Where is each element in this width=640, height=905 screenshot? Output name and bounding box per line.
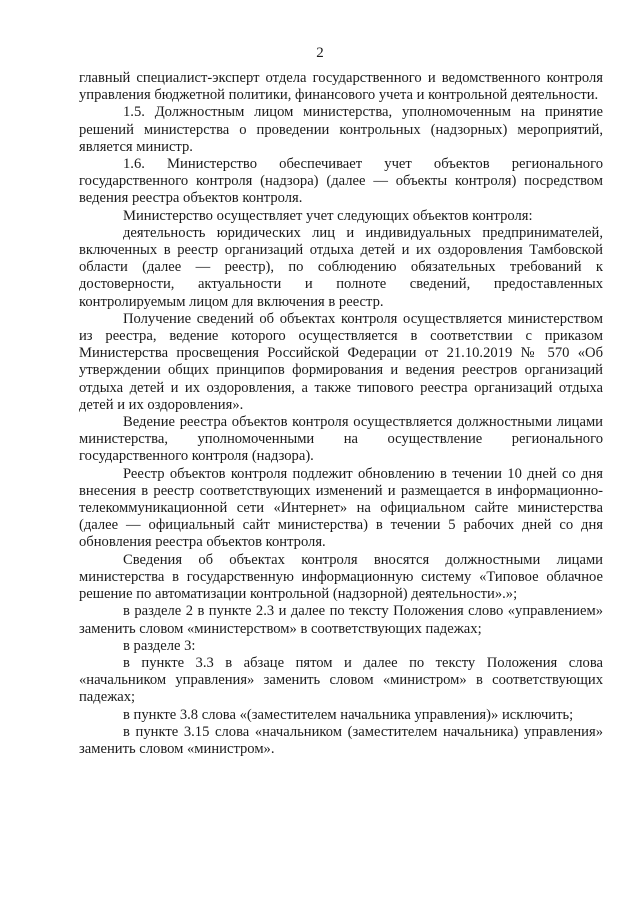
paragraph-1-5: 1.5. Должностным лицом министерства, уполномоченным на принятие решений министерства о проведении контрольных (надзорных) мероприятий, является министр. <box>79 104 603 155</box>
paragraph-1-6: 1.6. Министерство обеспечивает учет объектов регионального государственного контроля (надзора) (далее — объекты контроля) посредством ведения реестра объектов контроля. <box>79 156 603 207</box>
paragraph-item-3-8: в пункте 3.8 слова «(заместителем начальника управления)» исключить; <box>123 706 574 723</box>
page-number: 2 <box>316 45 324 61</box>
paragraph-receiving-info: Получение сведений об объектах контроля осуществляется министерством из реестра, ведение которого осуществляется в соответствии с приказом Министерства просвещения Российской Федерации от 21.10.2019 № 570 «Об утверждении общих принципов формирования и ведения реестров организаций отдыха детей и их оздоровления, а также типового реестра организаций отдыха детей и их оздоровления». <box>79 310 603 413</box>
document-body <box>79 70 603 758</box>
paragraph-registry-update: Реестр объектов контроля подлежит обновлению в течении 10 дней со дня внесения в реестр соответствующих изменений и размещается в информационно-телекоммуникационной сети «Интернет» на официальном сайте министерства (далее — официальный сайт министерства) в течении 5 рабочих дней со дня обновления реестра объектов контроля. <box>79 465 603 551</box>
paragraph-info-entry: Сведения об объектах контроля вносятся должностными лицами министерства в государственную информационную систему «Типовое облачное решение по автоматизации контрольной (надзорной) деятельности».»; <box>79 551 603 603</box>
paragraph-section-2: в разделе 2 в пункте 2.3 и далее по тексту Положения слово «управлением» заменить словом «министерством» в соответствующих падежах; <box>79 603 603 637</box>
paragraph-continuation: главный специалист-эксперт отдела государственного и ведомственного контроля управления бюджетной политики, финансового учета и контрольной деятельности. <box>79 70 603 104</box>
paragraph-item-3-15: в пункте 3.15 слова «начальником (заместителем начальника) управления» заменить словом «министром». <box>79 723 603 757</box>
paragraph-item-3-3: в пункте 3.3 в абзаце пятом и далее по тексту Положения слова «начальником управления» заменить словом «министром» в соответствующих падежах; <box>79 654 603 706</box>
paragraph-activity: деятельность юридических лиц и индивидуальных предпринимателей, включенных в реестр организаций отдыха детей и их оздоровления Тамбовской области (далее — реестр), по соблюдению обязательных требований к достоверности, актуальности и полноте сведений, предоставленных контролируемым лицом для включения в реестр. <box>79 224 603 310</box>
paragraph-objects-intro: Министерство осуществляет учет следующих объектов контроля: <box>123 207 533 224</box>
paragraph-section-3: в разделе 3: <box>123 637 196 654</box>
paragraph-registry-maintenance: Ведение реестра объектов контроля осуществляется должностными лицами министерства, уполномоченными на осуществление регионального государственного контроля (надзора). <box>79 414 603 465</box>
